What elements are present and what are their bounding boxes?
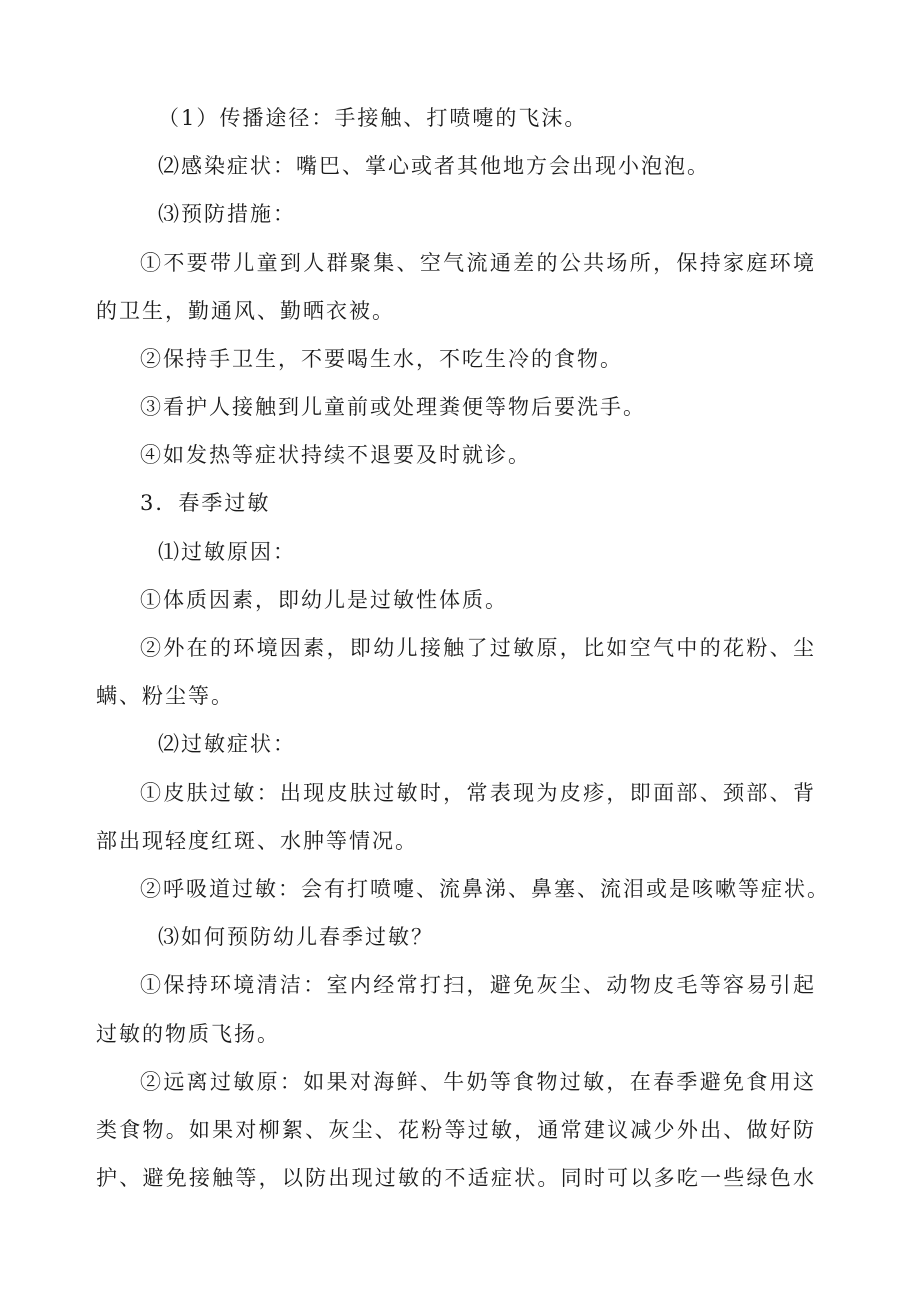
- text-line: ②远离过敏原：如果对海鲜、牛奶等食物过敏，在春季避免食用这: [140, 1070, 814, 1094]
- text-line: ⑶预防措施：: [158, 202, 296, 226]
- text-line: 类食物。如果对柳絮、灰尘、花粉等过敏，通常建议减少外出、做好防: [96, 1118, 814, 1142]
- text-line: ①保持环境清洁：室内经常打扫，避免灰尘、动物皮毛等容易引起: [140, 973, 814, 997]
- text-line: ④如发热等症状持续不退要及时就诊。: [140, 443, 531, 467]
- text-line: ②外在的环境因素，即幼儿接触了过敏原，比如空气中的花粉、尘: [140, 636, 814, 660]
- text-line: 部出现轻度红斑、水肿等情况。: [96, 829, 418, 853]
- text-line: 过敏的物质飞扬。: [96, 1022, 280, 1046]
- text-line: 护、避免接触等，以防出现过敏的不适症状。同时可以多吃一些绿色水: [96, 1166, 814, 1190]
- text-line: 螨、粉尘等。: [96, 684, 234, 708]
- subsection-heading: ⑵过敏症状：: [158, 732, 296, 756]
- text-line: ②保持手卫生，不要喝生水，不吃生冷的食物。: [140, 347, 623, 371]
- text-line: ①体质因素，即幼儿是过敏性体质。: [140, 588, 508, 612]
- text-line: ①皮肤过敏：出现皮肤过敏时，常表现为皮疹，即面部、颈部、背: [140, 781, 814, 805]
- text-line: ①不要带儿童到人群聚集、空气流通差的公共场所，保持家庭环境: [140, 251, 814, 275]
- text-line: 的卫生，勤通风、勤晒衣被。: [96, 299, 395, 323]
- text-line: （1）传播途径：手接触、打喷嚏的飞沫。: [158, 106, 588, 130]
- section-heading: 3．春季过敏: [140, 491, 271, 515]
- text-line: ③看护人接触到儿童前或处理粪便等物后要洗手。: [140, 395, 646, 419]
- text-line: ②呼吸道过敏：会有打喷嚏、流鼻涕、鼻塞、流泪或是咳嗽等症状。: [140, 877, 828, 901]
- subsection-heading: ⑴过敏原因：: [158, 540, 296, 564]
- text-line: ⑵感染症状：嘴巴、掌心或者其他地方会出现小泡泡。: [158, 154, 710, 178]
- subsection-heading: ⑶如何预防幼儿春季过敏？: [158, 925, 434, 949]
